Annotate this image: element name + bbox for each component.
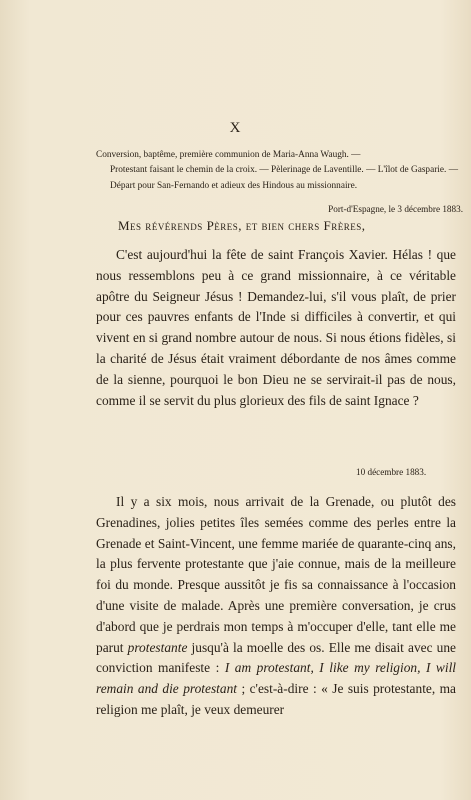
paragraph-text: C'est aujourd'hui la fête de saint François Xavier. Hélas ! que nous ressemblons peu à ce grand missionnaire, à ce véritable apôtre du Seigneur Jésus ! Demandez-lui, s'il vous plaît, de prier pour ces pauvres enfants de l'Inde si difficiles à convertir, et qui vivent en si grand nombre autour de nous. Si nous étions fidèles, si la charité de Jésus était vraiment débordante de nos âmes comme de la sienne, pourquoi le bon Dieu ne se servirait-il pas de nous, comme il se servit du plus glorieux des fils de saint Ignace ? — [96, 247, 456, 408]
italic-quote: I am protestant, I like my religion, I will remain and die protestant — [96, 660, 457, 697]
text-span: ; c'est-à-dire : « Je suis protestante, ma religion me plaît, je veux demeurer — [96, 681, 456, 717]
chapter-number: X — [229, 120, 242, 136]
letter-paragraph-1 — [96, 245, 456, 411]
summary-line-1: Conversion, baptême, première communion de Maria-Anna Waugh. — — [96, 150, 361, 160]
paragraph-text — [96, 492, 456, 721]
letter-paragraph-2 — [96, 492, 456, 721]
text-span: jusqu'à la moelle des os. Elle me disait avec une conviction manifeste : — [96, 639, 456, 676]
text-span: Il y a six mois, nous arrivait de la Grenade, ou plutôt des Grenadines, jolies petites îles semées comme des perles entre la Grenade et Saint-Vincent, une femme mariée de quarante-cinq ans, la plus fervente protestante que j'aie connue, mais de la meilleure foi du monde. Presque aussitôt je fis sa connaissance à l'occasion d'une visite de malade. Après une première conversation, je crus d'abord que je perdrais mon temps à m'occuper d'elle, tant elle me parut — [96, 494, 456, 655]
letter-dateline: Port-d'Espagne, le 3 décembre 1883. — [328, 204, 463, 214]
italic-text: protestante — [127, 639, 188, 655]
summary-continuation: Protestant faisant le chemin de la croix. — Pèlerinage de Laventille. — L'îlot de Gasparie. — Départ pour San-Fernando et adieux des Hindous au missionnaire. — [110, 165, 458, 191]
entry-date: 10 décembre 1883. — [356, 467, 427, 477]
chapter-summary — [96, 148, 458, 194]
letter-salutation: Mes révérends Pères, et bien chers Frères, — [118, 218, 366, 233]
